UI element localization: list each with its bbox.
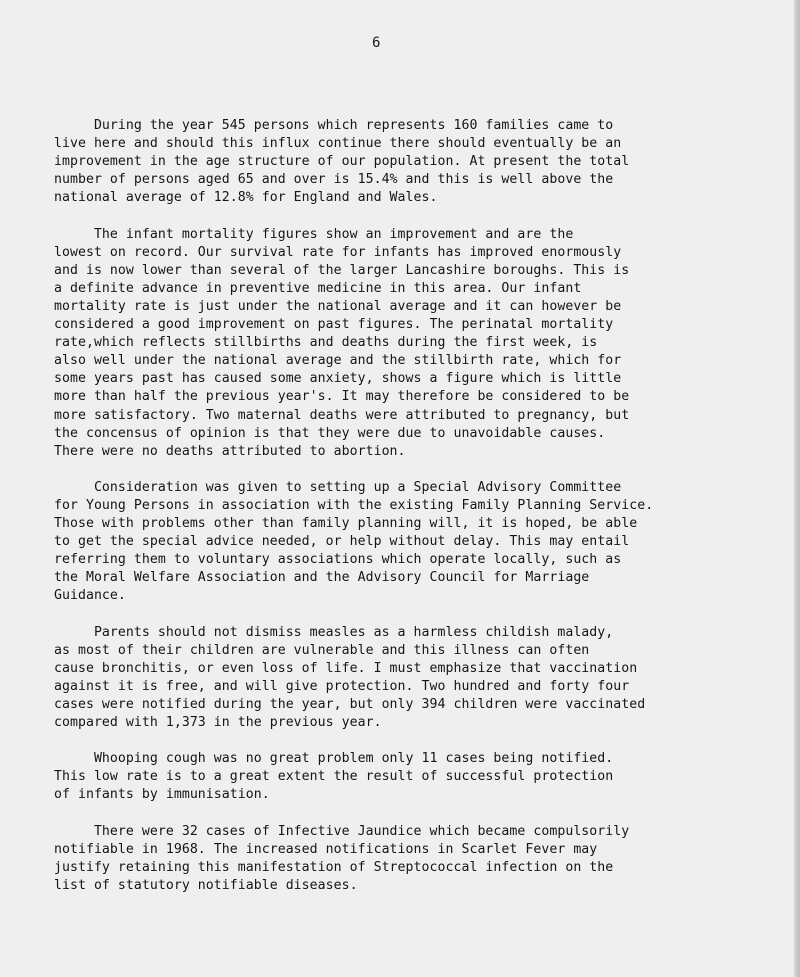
text-line: for Young Persons in association with the existing Family Planning Service. bbox=[54, 497, 654, 513]
text-line: a definite advance in preventive medicine in this area. Our infant bbox=[54, 280, 582, 296]
text-line: Parents should not dismiss measles as a harmless childish malady, bbox=[54, 624, 614, 640]
text-line: There were 32 cases of Infective Jaundice which became compulsorily bbox=[54, 823, 630, 839]
text-line: against it is free, and will give protection. Two hundred and forty four bbox=[54, 678, 630, 694]
body-text bbox=[54, 117, 794, 913]
text-line: also well under the national average and the stillbirth rate, which for bbox=[54, 353, 622, 369]
text-line: There were no deaths attributed to abortion. bbox=[54, 443, 406, 459]
text-line: cases were notified during the year, but only 394 children were vaccinated bbox=[54, 697, 646, 712]
text-line: list of statutory notifiable diseases. bbox=[54, 877, 358, 893]
text-line: national average of 12.8% for England and Wales. bbox=[54, 190, 438, 206]
text-line: some years past has caused some anxiety, shows a figure which is little bbox=[54, 371, 622, 387]
paragraph-advisory-committee bbox=[54, 479, 794, 606]
text-line: Guidance. bbox=[54, 588, 126, 604]
text-line: the Moral Welfare Association and the Advisory Council for Marriage bbox=[54, 570, 590, 586]
paragraph-population bbox=[54, 117, 794, 207]
text-line: referring them to voluntary associations which operate locally, such as bbox=[54, 552, 622, 568]
page-edge-shadow bbox=[794, 0, 800, 977]
text-line: and is now lower than several of the larger Lancashire boroughs. This is bbox=[54, 262, 630, 278]
text-line: considered a good improvement on past figures. The perinatal mortality bbox=[54, 317, 614, 333]
text-line: the concensus of opinion is that they were due to unavoidable causes. bbox=[54, 425, 606, 441]
text-line: more than half the previous year's. It may therefore be considered to be bbox=[54, 389, 630, 405]
text-line: more satisfactory. Two maternal deaths were attributed to pregnancy, but bbox=[54, 407, 630, 423]
paragraph-infant-mortality bbox=[54, 226, 794, 461]
text-line: This low rate is to a great extent the result of successful protection bbox=[54, 769, 614, 785]
text-line: notifiable in 1968. The increased notifications in Scarlet Fever may bbox=[54, 841, 598, 857]
text-line: lowest on record. Our survival rate for infants has improved enormously bbox=[54, 244, 622, 260]
paragraph-measles bbox=[54, 624, 794, 733]
text-line: to get the special advice needed, or help without delay. This may entail bbox=[54, 534, 630, 550]
page-number: 6 bbox=[372, 35, 381, 51]
text-line: number of persons aged 65 and over is 15.4% and this is well above the bbox=[54, 172, 614, 188]
text-line: Consideration was given to setting up a Special Advisory Committee bbox=[54, 479, 622, 495]
text-line: rate,which reflects stillbirths and deaths during the first week, is bbox=[54, 335, 598, 351]
text-line: live here and should this influx continue there should eventually be an bbox=[54, 136, 622, 152]
text-line: cause bronchitis, or even loss of life. I must emphasize that vaccination bbox=[54, 660, 638, 676]
text-line: The infant mortality figures show an improvement and are the bbox=[54, 226, 574, 242]
text-line: Those with problems other than family planning will, it is hoped, be able bbox=[54, 516, 638, 532]
text-line: Whooping cough was no great problem only 11 cases being notified. bbox=[54, 751, 614, 767]
text-line: justify retaining this manifestation of Streptococcal infection on the bbox=[54, 859, 614, 875]
paragraph-whooping-cough bbox=[54, 750, 794, 804]
text-line: mortality rate is just under the national average and it can however be bbox=[54, 298, 622, 314]
text-line: improvement in the age structure of our population. At present the total bbox=[54, 154, 630, 170]
text-line: During the year 545 persons which represents 160 families came to bbox=[54, 118, 614, 133]
text-line: of infants by immunisation. bbox=[54, 787, 270, 803]
text-line: as most of their children are vulnerable and this illness can often bbox=[54, 642, 590, 658]
text-line: compared with 1,373 in the previous year. bbox=[54, 715, 382, 731]
paragraph-infective-jaundice bbox=[54, 823, 794, 895]
